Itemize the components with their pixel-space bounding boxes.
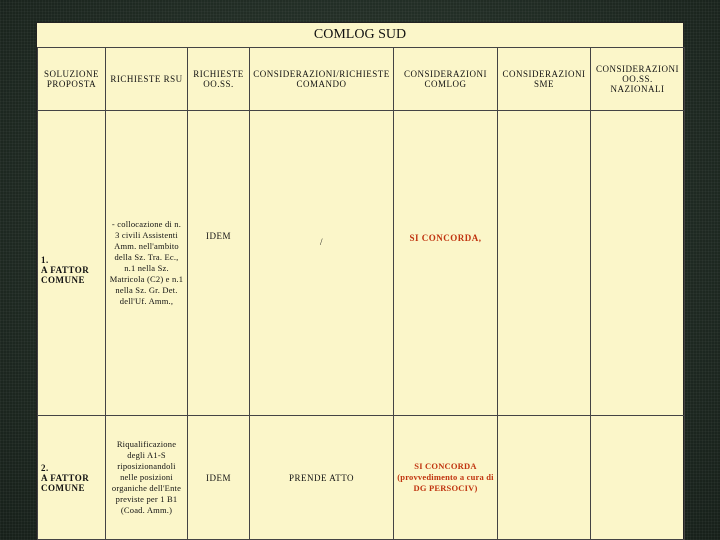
rsu-cell: - collocazione di n. 3 civili Assistenti Amm. nell'ambito della Sz. Tra. Ec., n.1 nella Sz. Matricola (C2) e n.1 nella Sz. Gr. Det. dell'Uf. Amm.,	[106, 111, 188, 416]
comparison-table	[37, 47, 685, 540]
header-soluzione: SOLUZIONE PROPOSTA	[38, 48, 106, 111]
solution-text: COMUNE	[41, 275, 85, 285]
document-frame	[36, 22, 684, 540]
solution-cell	[38, 111, 106, 416]
solution-text: A FATTOR	[41, 265, 90, 275]
comlog-cell: SI CONCORDA,	[394, 111, 498, 416]
ooss-naz-cell	[591, 111, 685, 416]
solution-text: COMUNE	[41, 482, 85, 493]
ooss-naz-cell	[591, 416, 685, 540]
solution-number: 2.	[41, 462, 49, 473]
page-title: COMLOG SUD	[37, 23, 683, 48]
table-header-row	[38, 48, 685, 111]
solution-number: 1.	[41, 255, 49, 265]
ooss-cell: IDEM	[188, 111, 250, 416]
comando-cell: /	[250, 111, 394, 416]
header-sme: CONSIDERAZIONI SME	[498, 48, 591, 111]
header-ooss-nazionali: CONSIDERAZIONI OO.SS. NAZIONALI	[591, 48, 685, 111]
sme-cell	[498, 111, 591, 416]
comando-cell: PRENDE ATTO	[250, 416, 394, 540]
header-richieste-ooss: RICHIESTE OO.SS.	[188, 48, 250, 111]
table-row	[38, 111, 685, 416]
comlog-cell: SI CONCORDA (provvedimento a cura di DG PERSOCIV)	[394, 416, 498, 540]
ooss-cell: IDEM	[188, 416, 250, 540]
sme-cell	[498, 416, 591, 540]
solution-cell	[38, 416, 106, 540]
header-comando: CONSIDERAZIONI/RICHIESTE COMANDO	[250, 48, 394, 111]
header-comlog: CONSIDERAZIONI COMLOG	[394, 48, 498, 111]
header-richieste-rsu: RICHIESTE RSU	[106, 48, 188, 111]
rsu-cell: Riqualificazione degli A1-S riposizionandoli nelle posizioni organiche dell'Ente previste per 1 B1 (Coad. Amm.)	[106, 416, 188, 540]
solution-text: A FATTOR	[41, 472, 90, 483]
table-row	[38, 416, 685, 540]
